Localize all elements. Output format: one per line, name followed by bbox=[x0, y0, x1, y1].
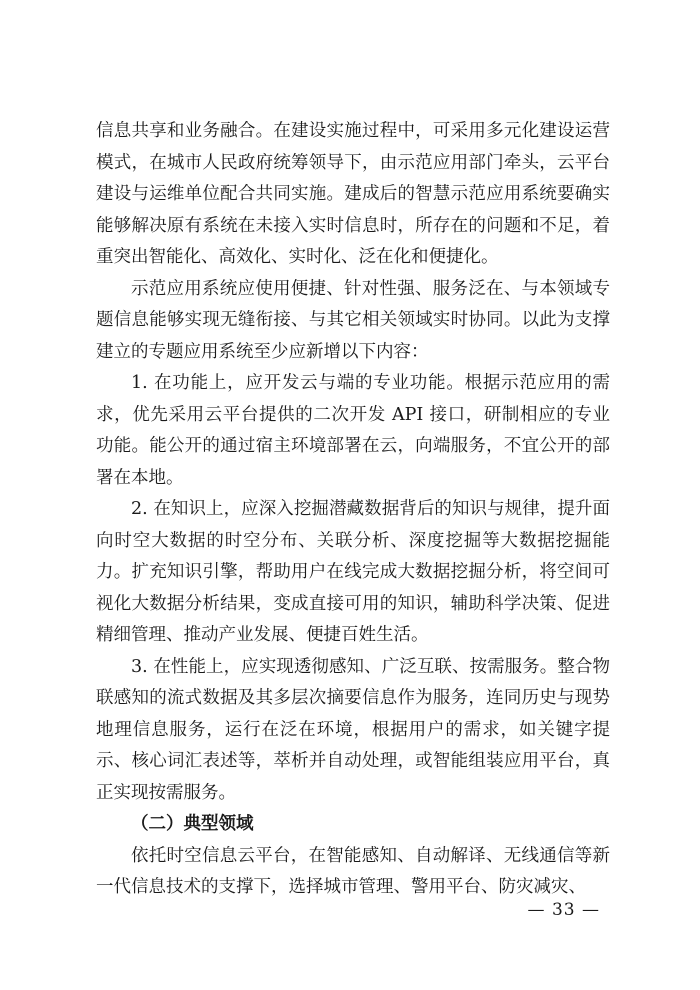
section-heading: （二）典型领域 bbox=[131, 814, 254, 834]
document-body bbox=[96, 116, 610, 904]
paragraph-5-performance: 3. 在性能上，应实现透彻感知、广泛互联、按需服务。整合物联感知的流式数据及其多层次摘要信息作为服务，连同历史与现势地理信息服务，运行在泛在环境，根据用户的需求，如关键字提示、核心词汇表述等，萃析并自动处理，或智能组装应用平台，真正实现按需服务。 bbox=[96, 656, 610, 803]
paragraph-6: 依托时空信息云平台，在智能感知、自动解译、无线通信等新一代信息技术的支撑下，选择城市管理、警用平台、防灾减灾、 bbox=[96, 845, 610, 897]
paragraph-1: 信息共享和业务融合。在建设实施过程中，可采用多元化建设运营模式，在城市人民政府统筹领导下，由示范应用部门牵头，云平台建设与运维单位配合共同实施。建成后的智慧示范应用系统要确实能够解决原有系统在未接入实时信息时，所存在的问题和不足，着重突出智能化、高效化、实时化、泛在化和便捷化。 bbox=[96, 121, 610, 267]
paragraph-2: 示范应用系统应使用便捷、针对性强、服务泛在、与本领域专题信息能够实现无缝衔接、与其它相关领域实时协同。以此为支撑建立的专题应用系统至少应新增以下内容： bbox=[96, 278, 610, 362]
paragraph-3-function: 1. 在功能上，应开发云与端的专业功能。根据示范应用的需求，优先采用云平台提供的二次开发 API 接口，研制相应的专业功能。能公开的通过宿主环境部署在云，向端服务，不宜公开的部署在本地。 bbox=[96, 373, 610, 488]
page-number: — 33 — bbox=[527, 900, 600, 920]
paragraph-4-knowledge: 2. 在知识上，应深入挖掘潜藏数据背后的知识与规律，提升面向时空大数据的时空分布、关联分析、深度挖掘等大数据挖掘能力。扩充知识引擎，帮助用户在线完成大数据挖掘分析，将空间可视化大数据分析结果，变成直接可用的知识，辅助科学决策、促进精细管理、推动产业发展、便捷百姓生活。 bbox=[96, 499, 610, 645]
